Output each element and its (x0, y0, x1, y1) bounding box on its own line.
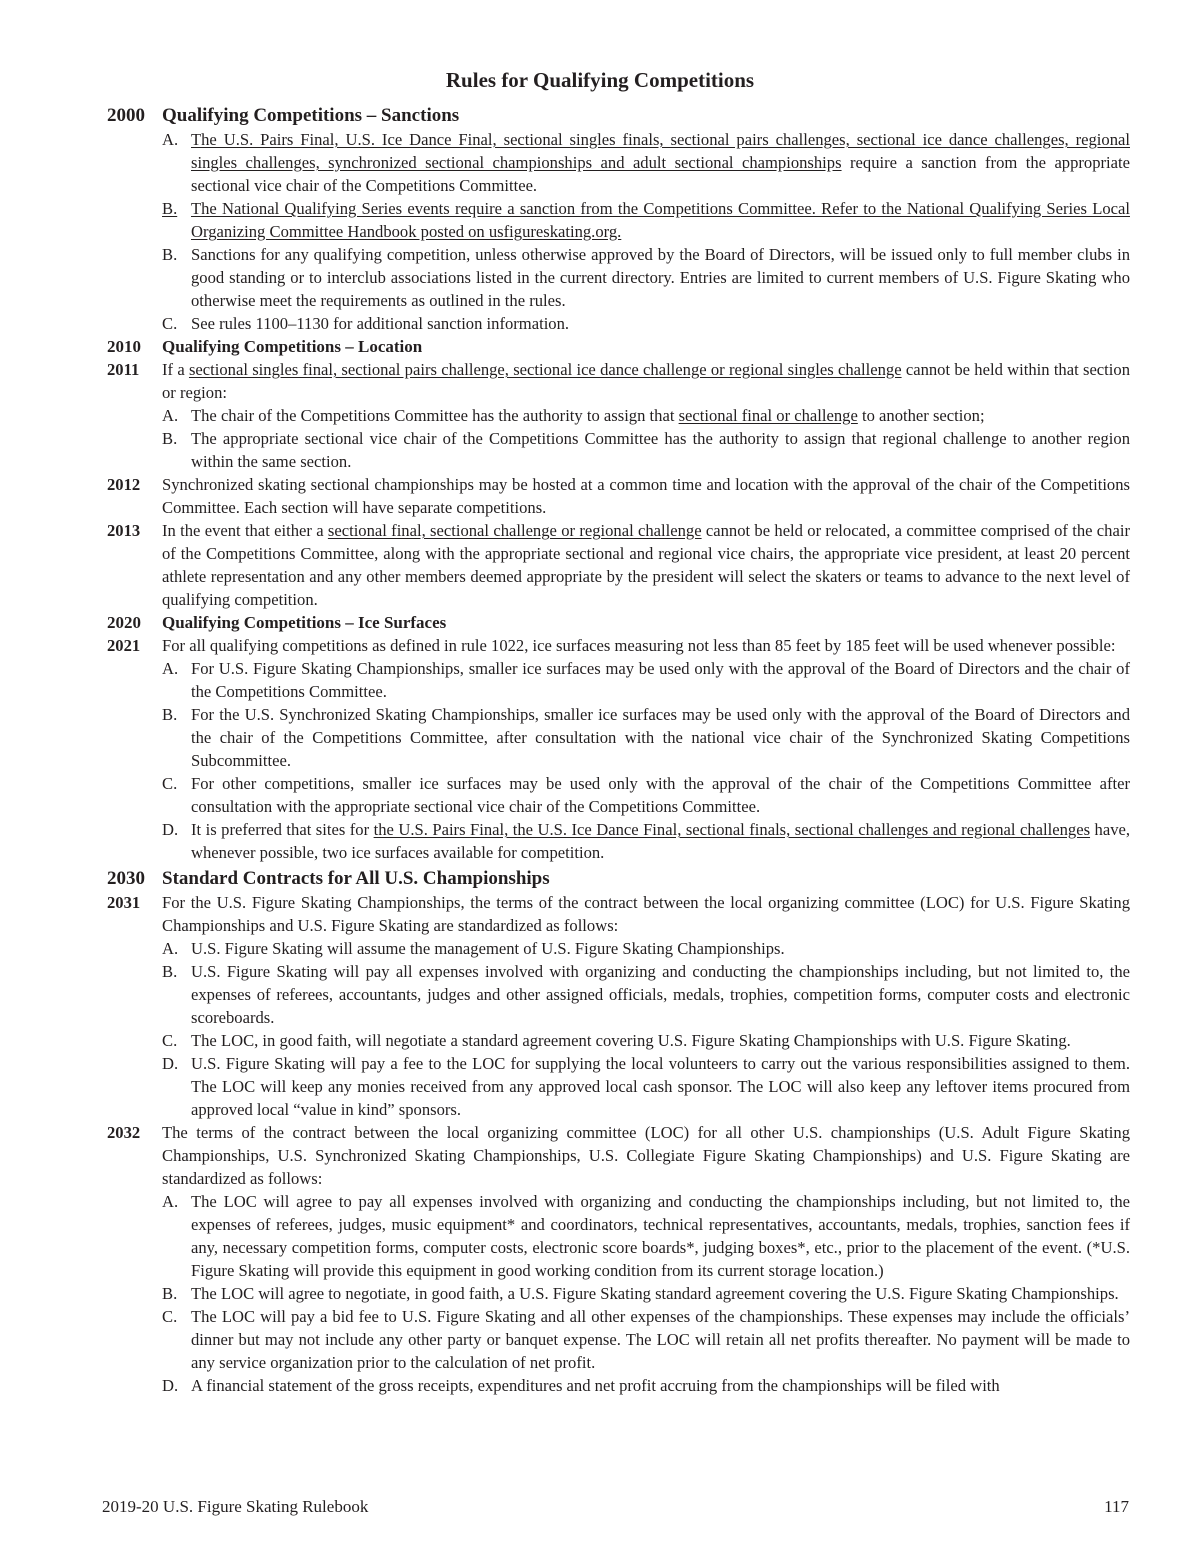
item-text: Sanctions for any qualifying competition, unless otherwise approved by the Board of Directors, will be issued only to full member clubs in good standing or to interclub associations listed in the current directory. Entries are limited to current members of U.S. Figure Skating who otherwise meet the requirements as outlined in the rules. (191, 245, 1130, 310)
item-text: For U.S. Figure Skating Championships, smaller ice surfaces may be used only with the approval of the Board of Directors and the chair of the Competitions Committee. (191, 659, 1130, 701)
item-letter: B. (162, 962, 178, 981)
rule-2031-b (102, 960, 1130, 1029)
section-heading-2020 (102, 611, 1130, 634)
section-heading-2000 (102, 104, 1130, 128)
item-text: The chair of the Competitions Committee has the authority to assign that (191, 406, 679, 425)
rule-text: In the event that either a (162, 521, 328, 540)
item-text: U.S. Figure Skating will pay a fee to the LOC for supplying the local volunteers to carry out the various responsibilities assigned to them. The LOC will keep any monies received from any approved local cash sponsor. The LOC will also keep any leftover items procured from approved local “value in kind” sponsors. (191, 1054, 1130, 1119)
rule-2011 (102, 358, 1130, 404)
amended-text: sectional singles final, sectional pairs challenge, sectional ice dance challenge or regional singles challenge (188, 360, 902, 379)
rule-text: cannot be held or relocated, a committee comprised of the chair of the Competitions Committee, along with the appropriate sectional and regional vice chairs, the appropriate vice president, at least 20 percent athlete representation and any other members deemed appropriate by the president will select the skaters or teams to advance to the next level of qualifying competition. (162, 521, 1130, 609)
item-text: to another section; (857, 406, 985, 425)
item-text: The LOC, in good faith, will negotiate a standard agreement covering U.S. Figure Skating Championships with U.S. Figure Skating. (191, 1031, 1071, 1050)
item-text: have, whenever possible, two ice surfaces available for competition. (191, 820, 1130, 862)
item-letter: C. (162, 1031, 178, 1050)
rule-text: If a (162, 360, 189, 379)
rulebook-content (102, 101, 1130, 1397)
section-title: Standard Contracts for All U.S. Championships (162, 868, 550, 889)
section-title: Qualifying Competitions – Ice Surfaces (162, 613, 447, 632)
footer-book-title: 2019-20 U.S. Figure Skating Rulebook (102, 1497, 369, 1516)
item-letter: A. (162, 130, 179, 149)
rule-text: For all qualifying competitions as defined in rule 1022, ice surfaces measuring not less than 85 feet by 185 feet will be used whenever possible: (162, 636, 1116, 655)
section-heading-2030 (102, 867, 1130, 891)
item-text: require a sanction from the appropriate sectional vice chair of the Competitions Committee. (191, 153, 1131, 195)
page-number: 117 (1104, 1497, 1129, 1516)
item-letter: A. (162, 659, 179, 678)
section-number: 2010 (107, 337, 141, 356)
rule-2000-a (102, 128, 1130, 197)
rule-number: 2013 (107, 521, 141, 540)
item-letter: C. (162, 314, 178, 333)
section-title: Qualifying Competitions – Location (162, 337, 423, 356)
amended-text: sectional final, sectional challenge or regional challenge (327, 521, 702, 540)
rule-2032-a (102, 1190, 1130, 1282)
section-number: 2020 (107, 613, 141, 632)
page-title: Rules for Qualifying Competitions (445, 68, 755, 92)
rule-2031-c (102, 1029, 1130, 1052)
item-text: It is preferred that sites for (191, 820, 374, 839)
item-text: U.S. Figure Skating will assume the management of U.S. Figure Skating Championships. (191, 939, 785, 958)
item-letter: B. (162, 245, 178, 264)
rule-2000-b-new (102, 197, 1130, 243)
item-text: For the U.S. Synchronized Skating Championships, smaller ice surfaces may be used only with the approval of the Board of Directors and the chair of the Competitions Committee, after consultation with the national vice chair of the Synchronized Skating Competitions Subcommittee. (191, 705, 1130, 770)
rule-2013 (102, 519, 1130, 611)
item-letter: B. (162, 429, 178, 448)
item-text: The LOC will agree to pay all expenses involved with organizing and conducting the championships including, but not limited to, the expenses of referees, judges, music equipment* and coordinators, technical representatives, accountants, medals, trophies, sanction fees if any, necessary competition forms, computer costs, electronic score boards*, judging boxes*, etc., prior to the placement of the event. (*U.S. Figure Skating will provide this equipment in good working condition from its current storage location.) (191, 1192, 1130, 1280)
amended-text: the U.S. Pairs Final, the U.S. Ice Dance Final, sectional finals, sectional challenges and regional challenges (373, 820, 1091, 839)
item-letter: B. (162, 199, 178, 218)
section-heading-2010 (102, 335, 1130, 358)
rule-number: 2031 (107, 893, 141, 912)
rule-2032 (102, 1121, 1130, 1190)
rule-2032-c (102, 1305, 1130, 1374)
amended-text: The U.S. Pairs Final, U.S. Ice Dance Final, sectional singles finals, sectional pairs challenges, sectional ice dance challenges, regional singles challenges, synchronized sectional championships and adult sectional championships (191, 130, 1130, 172)
rule-2031-a (102, 937, 1130, 960)
item-letter: A. (162, 406, 179, 425)
item-text: A financial statement of the gross receipts, expenditures and net profit accruing from the championships will be filed with (191, 1376, 1000, 1395)
amended-text: The National Qualifying Series events require a sanction from the Competitions Committee. Refer to the National Qualifying Series Local Organizing Committee Handbook posted on usfigureskating.org. (191, 199, 1130, 241)
rule-number: 2012 (107, 475, 141, 494)
item-text: For other competitions, smaller ice surfaces may be used only with the approval of the chair of the Competitions Committee after consultation with the appropriate sectional vice chair of the Competitions Committee. (191, 774, 1130, 816)
rule-number: 2011 (107, 360, 140, 379)
item-letter: D. (162, 820, 179, 839)
item-text: See rules 1100–1130 for additional sanction information. (191, 314, 570, 333)
item-text: U.S. Figure Skating will pay all expenses involved with organizing and conducting the championships including, but not limited to, the expenses of referees, accountants, judges and other assigned officials, medals, trophies, competition forms, computer costs and electronic scoreboards. (191, 962, 1130, 1027)
rule-2031-d (102, 1052, 1130, 1121)
rule-2011-a (102, 404, 1130, 427)
rule-text: The terms of the contract between the local organizing committee (LOC) for all other U.S. championships (U.S. Adult Figure Skating Championships, U.S. Synchronized Skating Championships, U.S. Collegiate Figure Skating Championships) and U.S. Figure Skating are standardized as follows: (162, 1123, 1130, 1188)
rule-2032-b (102, 1282, 1130, 1305)
rule-text: cannot be held within that section or region: (162, 360, 1130, 402)
rule-2000-c (102, 312, 1130, 335)
item-text: The LOC will agree to negotiate, in good faith, a U.S. Figure Skating standard agreement covering the U.S. Figure Skating Championships. (191, 1284, 1119, 1303)
rule-2021-b (102, 703, 1130, 772)
item-letter: A. (162, 1192, 179, 1211)
amended-text: sectional final or challenge (678, 406, 858, 425)
rule-text: For the U.S. Figure Skating Championships, the terms of the contract between the local organizing committee (LOC) for U.S. Figure Skating Championships and U.S. Figure Skating are standardized as follows: (162, 893, 1130, 935)
item-text: The appropriate sectional vice chair of the Competitions Committee has the authority to assign that regional challenge to another region within the same section. (191, 429, 1130, 471)
item-letter: B. (162, 705, 178, 724)
item-letter: C. (162, 1307, 178, 1326)
section-title: Qualifying Competitions – Sanctions (162, 105, 460, 126)
item-letter: D. (162, 1376, 179, 1395)
rule-2021-c (102, 772, 1130, 818)
item-letter: C. (162, 774, 178, 793)
rule-number: 2021 (107, 636, 141, 655)
rule-2000-b (102, 243, 1130, 312)
item-letter: D. (162, 1054, 179, 1073)
rule-text: Synchronized skating sectional championships may be hosted at a common time and location with the approval of the chair of the Competitions Committee. Each section will have separate competitions. (162, 475, 1130, 517)
rule-2021-d (102, 818, 1130, 864)
rule-2012 (102, 473, 1130, 519)
rule-number: 2032 (107, 1123, 141, 1142)
rule-2011-b (102, 427, 1130, 473)
rule-2032-d (102, 1374, 1130, 1397)
section-number: 2000 (107, 105, 145, 126)
rule-2031 (102, 891, 1130, 937)
item-text: The LOC will pay a bid fee to U.S. Figure Skating and all other expenses of the championships. These expenses may include the officials’ dinner but may not include any other party or banquet expense. The LOC will retain all net profits thereafter. No payment will be made to any service organization prior to the calculation of net profit. (191, 1307, 1130, 1372)
section-number: 2030 (107, 868, 145, 889)
item-letter: B. (162, 1284, 178, 1303)
rule-2021-a (102, 657, 1130, 703)
item-letter: A. (162, 939, 179, 958)
rule-2021 (102, 634, 1130, 657)
